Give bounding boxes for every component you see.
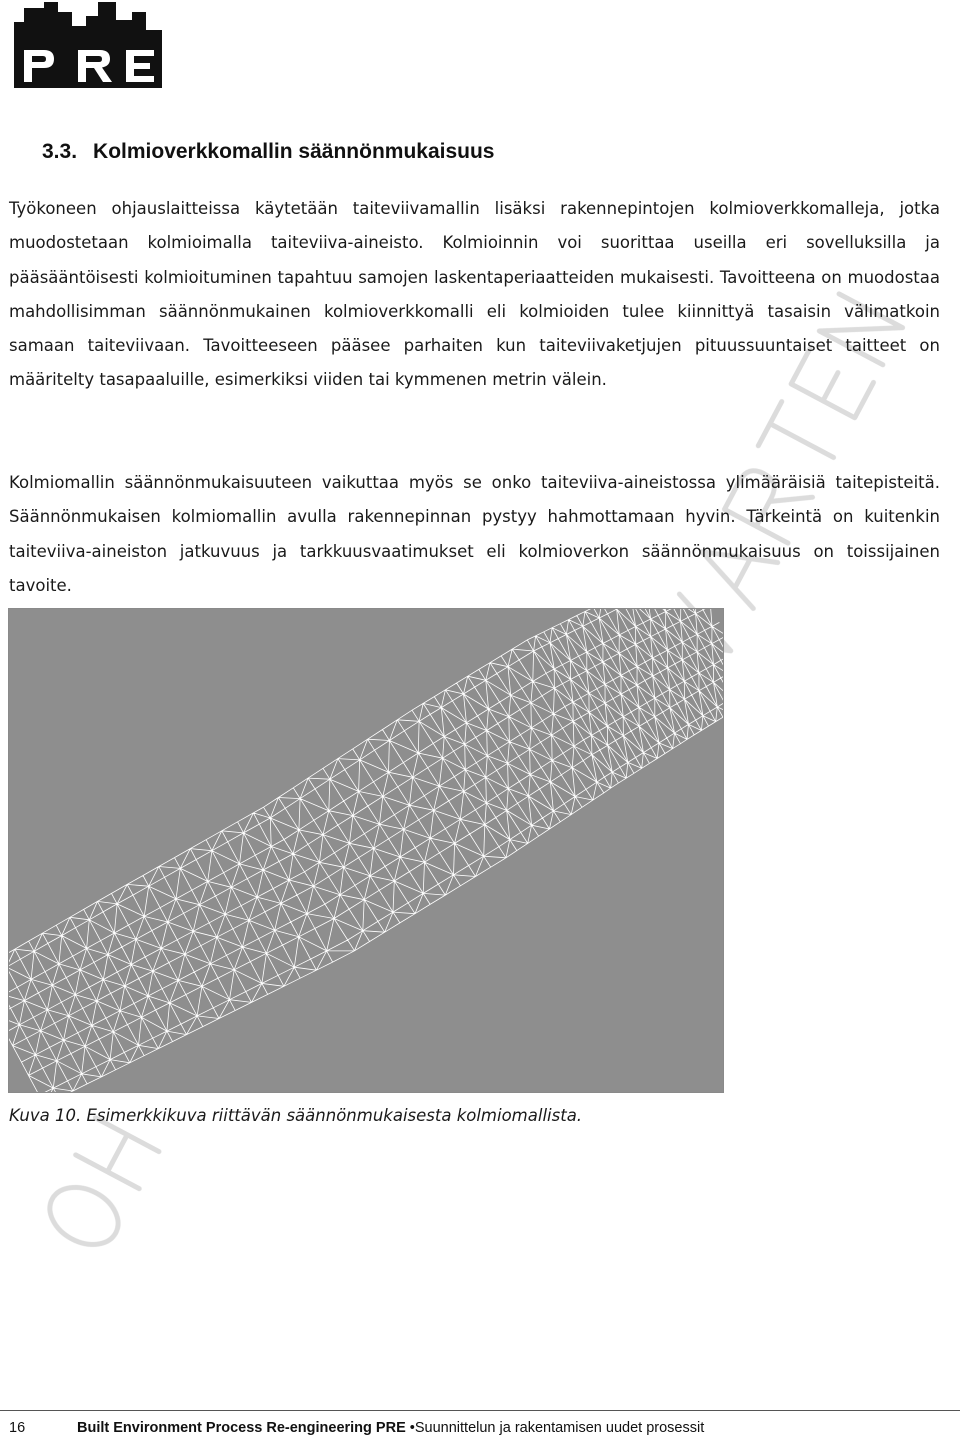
mesh-lines	[9, 609, 723, 1092]
triangulated-mesh-image	[9, 609, 723, 1092]
section-title: Kolmioverkkomallin säännönmukaisuus	[93, 140, 495, 163]
page-footer	[9, 1420, 949, 1436]
footer-separator: •	[409, 1420, 415, 1436]
paragraph-1: Työkoneen ohjauslaitteissa käytetään taiteviivamallin lisäksi rakennepintojen kolmioverkkomalleja, jotka muodostetaan kolmioimalla taiteviiva-aineisto. Kolmioinnin voi suorittaa useilla eri sovelluksilla ja pääsääntöisesti kolmioituminen tapahtuu samojen laskentaperiaatteiden mukaisesti. Tavoitteena on muodostaa mahdollisimman säännönmukainen kolmioverkkomalli eli kolmioiden tulee kiinnittyä tasaisin välimatkoin samaan taiteviivaan. Tavoitteeseen pääsee parhaiten kun taiteviivaketjujen pituussuuntaiset taitteet on määritelty tasapaaluille, esimerkiksi viiden tai kymmenen metrin välein.	[9, 199, 940, 390]
section-number: 3.3.	[42, 140, 78, 163]
mesh-figure	[8, 608, 724, 1093]
footer-subtitle: Suunnittelun ja rakentamisen uudet prosessit	[414, 1420, 705, 1436]
footer-title: Built Environment Process Re-engineering PRE	[77, 1420, 406, 1436]
pre-logo	[14, 2, 164, 88]
section-heading	[42, 140, 494, 164]
page-number: 16	[9, 1420, 26, 1436]
paragraph-2: Kolmiomallin säännönmukaisuuteen vaikuttaa myös se onko taiteviiva-aineistossa ylimääräisiä taitepisteitä. Säännönmukaisen kolmiomallin avulla rakennepinnan pystyy hahmottamaan hyvin. Tärkeintä on kuitenkin taiteviiva-aineiston jatkuvuus ja tarkkuusvaatimukset eli kolmioverkon säännönmukaisuus on toissijainen tavoite.	[9, 473, 940, 595]
footer-rule	[0, 1410, 960, 1411]
figure-caption: Kuva 10. Esimerkkikuva riittävän säännönmukaisesta kolmiomallista.	[9, 1106, 583, 1125]
